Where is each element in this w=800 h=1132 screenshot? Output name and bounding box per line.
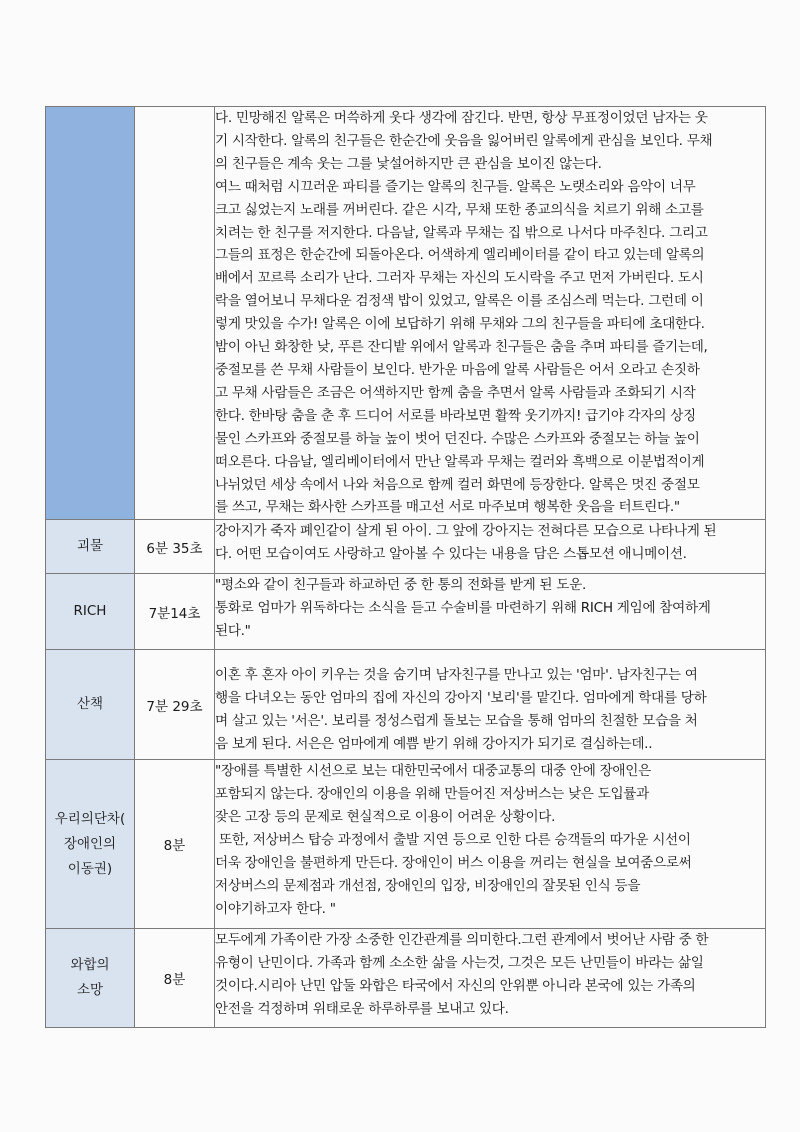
desc-line: 안전을 걱정하며 위태로운 하루하루를 보내고 있다.	[215, 1001, 509, 1018]
desc-line: 유형이 난민이다. 가족과 함께 소소한 삶을 사는것, 그것은 모든 난민들이 바라는 삶일	[215, 955, 704, 972]
desc-line: 여느 때처럼 시끄러운 파티를 즐기는 알록의 친구들. 알록은 노랫소리와 음악이 너무	[215, 178, 696, 195]
table-row	[46, 574, 766, 650]
description-cell	[215, 520, 766, 574]
duration-cell: 8분	[135, 760, 215, 929]
title-cell: 와합의 소망	[46, 929, 135, 1028]
desc-line: 떠오른다. 다음날, 엘리베이터에서 만난 알록과 무채는 컬러와 흑백으로 이분법적이게	[215, 453, 705, 470]
title-cell: 산책	[46, 650, 135, 760]
desc-line: 의 친구들은 계속 웃는 그를 낯설어하지만 큰 관심을 보이진 않는다.	[215, 155, 602, 172]
desc-line: 이혼 후 혼자 아이 키우는 것을 숨기며 남자친구를 만나고 있는 '엄마'. 남자친구는 여	[215, 667, 698, 684]
desc-line: 또한, 저상버스 탑승 과정에서 출발 지연 등으로 인한 다른 승객들의 따가운 시선이	[215, 832, 691, 849]
title-cell	[46, 107, 135, 520]
table-row	[46, 650, 766, 760]
film-list-table	[45, 106, 766, 1028]
title-cell: RICH	[46, 574, 135, 650]
description-cell	[215, 760, 766, 929]
desc-line: 것이다.시리아 난민 압둘 와합은 타국에서 자신의 안위뿐 아니라 본국에 있는 가족의	[215, 978, 696, 995]
desc-line: 한다. 한바탕 춤을 춘 후 드디어 서로를 바라보면 활짝 웃기까지! 급기야 각자의 상징	[215, 407, 696, 424]
desc-line: 이야기하고자 한다. "	[215, 900, 336, 917]
desc-line: 기 시작한다. 알록의 친구들은 한순간에 웃음을 잃어버린 알록에게 관심을 보인다. 무채	[215, 132, 713, 149]
table-row	[46, 107, 766, 520]
desc-line: "평소와 같이 친구들과 하교하던 중 한 통의 전화를 받게 된 도운.	[215, 577, 586, 594]
desc-line: 치려는 한 친구를 저지한다. 다음날, 알록과 무채는 집 밖으로 나서다 마주친다. 그리고	[215, 224, 708, 241]
description-cell	[215, 929, 766, 1028]
desc-line: 통화로 엄마가 위독하다는 소식을 듣고 수술비를 마련하기 위해 RICH 게임에 참여하게	[215, 600, 711, 617]
table-row	[46, 760, 766, 929]
desc-line: 를 쓰고, 무채는 화사한 스카프를 매고선 서로 마주보며 행복한 웃음을 터트린다."	[215, 499, 680, 516]
desc-line: 크고 싫었는지 노래를 꺼버린다. 같은 시각, 무채 또한 종교의식을 치르기 위해 소고를	[215, 201, 704, 218]
desc-line: 행을 다녀오는 동안 엄마의 집에 자신의 강아지 '보리'를 맡긴다. 엄마에게 학대를 당하	[215, 690, 707, 707]
desc-line: 더욱 장애인을 불편하게 만든다. 장애인이 버스 이용을 꺼리는 현실을 보여줌으로써	[215, 854, 692, 871]
table-row	[46, 520, 766, 574]
table-row	[46, 929, 766, 1028]
desc-line: 다. 민망해진 알록은 머쓱하게 웃다 생각에 잠긴다. 반면, 항상 무표정이었던 남자는 웃	[215, 110, 708, 126]
desc-line: 물인 스카프와 중절모를 하늘 높이 벗어 던진다. 수많은 스카프와 중절모는 하늘 높이	[215, 430, 700, 447]
duration-cell: 6분 35초	[135, 520, 215, 574]
desc-line: 잦은 고장 등의 문제로 현실적으로 이용이 어려운 상황이다.	[215, 809, 556, 826]
desc-line: 고 무채 사람들은 조금은 어색하지만 함께 춤을 추면서 알록 사람들과 조화되기 시작	[215, 384, 696, 401]
desc-line: 그들의 표정은 한순간에 되돌아온다. 어색하게 엘리베이터를 같이 타고 있는데 알록의	[215, 247, 705, 264]
desc-line: 다. 어떤 모습이여도 사랑하고 알아볼 수 있다는 내용을 담은 스톱모션 애니메이션.	[215, 546, 687, 563]
desc-line: 된다."	[215, 623, 251, 640]
duration-cell	[135, 107, 215, 520]
duration-cell: 8분	[135, 929, 215, 1028]
desc-line: 밤이 아닌 화창한 낮, 푸른 잔디밭 위에서 알록과 친구들은 춤을 추며 파티를 즐기는데,	[215, 339, 708, 356]
desc-line: "장애를 특별한 시선으로 보는 대한민국에서 대중교통의 대중 안에 장애인은	[215, 763, 651, 780]
desc-line: 저상버스의 문제점과 개선점, 장애인의 입장, 비장애인의 잘못된 인식 등을	[215, 877, 641, 894]
title-cell: 괴물	[46, 520, 135, 574]
desc-line: 모두에게 가족이란 가장 소중한 인간관계를 의미한다.그런 관계에서 벗어난 사람 중 한	[215, 932, 709, 949]
duration-cell: 7분 29초	[135, 650, 215, 760]
desc-line: 포함되지 않는다. 장애인의 이용을 위해 만들어진 저상버스는 낮은 도입률과	[215, 786, 649, 803]
desc-line: 중절모를 쓴 무채 사람들이 보인다. 반가운 마음에 알록 사람들은 어서 오라고 손짓하	[215, 361, 700, 378]
desc-line: 며 살고 있는 '서은'. 보리를 정성스럽게 돌보는 모습을 통해 엄마의 친절한 모습을 처	[215, 713, 698, 730]
description-cell	[215, 574, 766, 650]
description-cell	[215, 107, 766, 520]
duration-cell: 7분14초	[135, 574, 215, 650]
description-cell	[215, 650, 766, 760]
desc-line: 강아지가 죽자 폐인같이 살게 된 아이. 그 앞에 강아지는 전혀다른 모습으로 나타나게 된	[215, 523, 717, 540]
desc-line: 배에서 꼬르륵 소리가 난다. 그러자 무채는 자신의 도시락을 주고 먼저 가버린다. 도시	[215, 270, 704, 287]
desc-line: 나뉘었던 세상 속에서 나와 처음으로 함께 컬러 화면에 등장한다. 알록은 멋진 중절모	[215, 476, 700, 493]
desc-line: 락을 열어보니 무채다운 검정색 밥이 있었고, 알록은 이를 조심스레 먹는다. 그런데 이	[215, 293, 704, 310]
title-cell: 우리의단차( 장애인의 이동권)	[46, 760, 135, 929]
desc-line: 렇게 맛있을 수가! 알록은 이에 보답하기 위해 무채와 그의 친구들을 파티에 초대한다.	[215, 316, 705, 333]
desc-line: 음 보게 된다. 서은은 엄마에게 예쁨 받기 위해 강아지가 되기로 결심하는데..	[215, 736, 653, 753]
